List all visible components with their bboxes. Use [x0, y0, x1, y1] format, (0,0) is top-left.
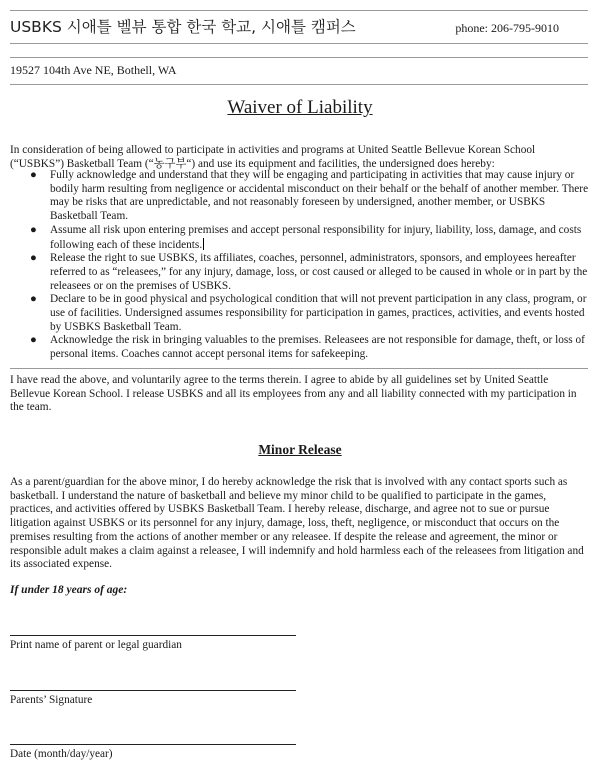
bullet-icon: ●	[30, 252, 37, 265]
agreement-text: I have read the above, and voluntarily agree to the terms therein. I agree to abide by all guidelines set by United Seattle Bellevue Korean School. I release USBKS and all its employees from any and all liability connected with my participation in the team.	[10, 374, 577, 414]
address-bottom-rule	[10, 84, 588, 85]
bullet-icon: ●	[30, 169, 37, 181]
list-item	[10, 169, 590, 224]
bullet-text: Release the right to sue USBKS, its affiliates, coaches, personnel, administrators, sponsors, and employees hereafter referred to as “releasees,” for any injury, damage, loss, or cost caused or alleged to be caused in whole or in part by the releasees or on the premises of USBKS.	[50, 252, 588, 292]
minor-release-text: As a parent/guardian for the above minor, I do hereby acknowledge the risk that is involved with any contact sports such as basketball. I understand the nature of basketball and believe my minor child to be qualified to participate in the games, practices, and activities offered by USBKS Basketball Team. I hereby release, discharge, and agree not to sue or pursue litigation against USBKS or its personnel for any injury, damage, loss, theft, negligence, or misconduct that occurs on the premises resulting from the actions of another member or any releasee. If despite the release and agreement, the minor or responsible adult makes a claim against a releasee, I will indemnify and hold harmless each of the releasees from litigation and its associated expense.	[10, 476, 584, 571]
bullet-text: Fully acknowledge and understand that they will be engaging and participating in activities that may cause injury or bodily harm resulting from negligence or accidental misconduct on their behalf or the behalf of another member. There may be risks that are unpredictable, and not reasonably foreseen by undersigned, another member, or USBKS Basketball Team.	[50, 169, 589, 223]
under-18-label: If under 18 years of age:	[10, 584, 128, 596]
list-item	[10, 224, 590, 252]
address-top-rule	[10, 57, 588, 58]
school-name: USBKS 시애틀 벨뷰 통합 한국 학교, 시애틀 캠퍼스	[10, 18, 356, 36]
waiver-intro: In consideration of being allowed to participate in activities and programs at United Seattle Bellevue Korean School (“USBKS”) Basketball Team (“농구부“) and use its equipment and facilities, the undersigned does hereby:	[10, 144, 536, 170]
phone-number: phone: 206-795-9010	[455, 21, 559, 35]
list-item	[10, 293, 590, 334]
date-line[interactable]	[10, 744, 296, 745]
waiver-title: Waiver of Liability	[227, 97, 373, 118]
list-item	[10, 252, 590, 293]
header-rule	[10, 43, 588, 44]
bullet-icon: ●	[30, 334, 37, 347]
list-item	[10, 334, 590, 361]
waiver-bullet-list	[10, 169, 590, 362]
text-cursor	[203, 238, 204, 250]
bullet-icon: ●	[30, 293, 37, 306]
parent-signature-label: Parents’ Signature	[10, 694, 93, 706]
address: 19527 104th Ave NE, Bothell, WA	[10, 63, 177, 77]
bullet-icon: ●	[30, 223, 37, 236]
top-rule	[10, 10, 588, 11]
guardian-name-label: Print name of parent or legal guardian	[10, 639, 182, 651]
bullet-text: Declare to be in good physical and psychological condition that will not prevent participation in any class, program, or use of facilities. Undersigned assumes responsibility for participation in games, practices, activities, and events hosted by USBKS Basketball Team.	[50, 293, 587, 333]
parent-signature-line[interactable]	[10, 690, 296, 691]
bullet-text: Acknowledge the risk in bringing valuables to the premises. Releasees are not responsible for damage, theft, or loss of personal items. Coaches cannot accept personal items for safekeeping.	[50, 334, 585, 361]
minor-release-title: Minor Release	[258, 442, 342, 457]
guardian-name-line[interactable]	[10, 635, 296, 636]
section-rule	[10, 368, 588, 369]
date-label: Date (month/day/year)	[10, 748, 113, 760]
bullet-text: Assume all risk upon entering premises and accept personal responsibility for injury, liability, loss, damage, and costs following each of these incidents.	[50, 223, 582, 251]
